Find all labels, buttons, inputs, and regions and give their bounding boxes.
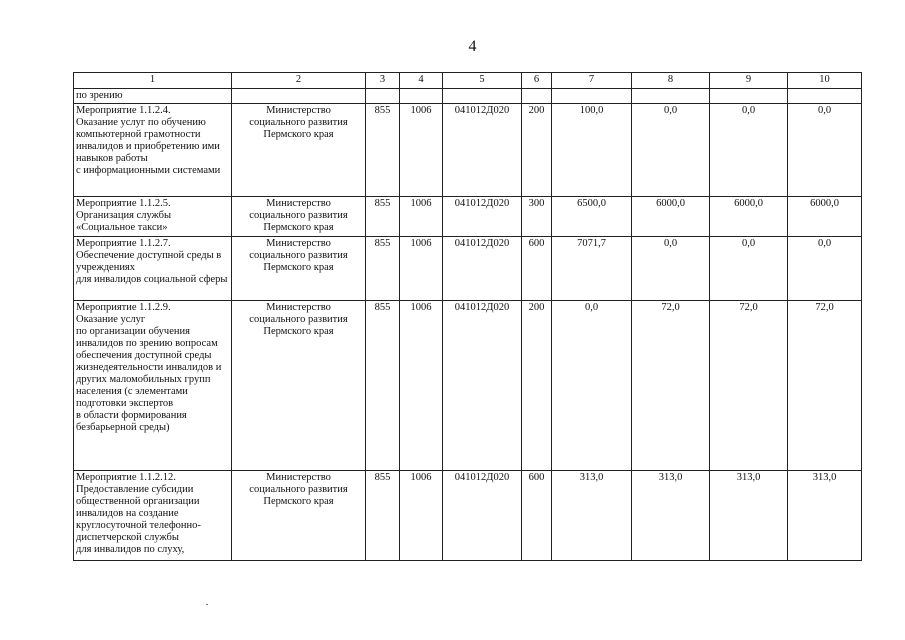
table-row: [74, 301, 862, 471]
column-header: 6: [522, 73, 552, 89]
cell-c4: 1006: [400, 471, 443, 561]
column-header: 3: [366, 73, 400, 89]
cell-c8: 0,0: [632, 237, 710, 301]
cell-c10: 6000,0: [788, 197, 862, 237]
cell-c6: 300: [522, 197, 552, 237]
cell-c4: 1006: [400, 237, 443, 301]
table-row: [74, 197, 862, 237]
column-header: 2: [232, 73, 366, 89]
scan-speck: [206, 604, 208, 605]
cell-c7: 100,0: [552, 104, 632, 197]
column-header: 1: [74, 73, 232, 89]
cell-c10: 0,0: [788, 104, 862, 197]
cell-c5: 041012Д020: [443, 471, 522, 561]
cell-c8: 72,0: [632, 301, 710, 471]
table-row: [74, 104, 862, 197]
activity-name: Мероприятие 1.1.2.5. Организация службы «Социальное такси»: [74, 197, 232, 237]
cell-c10: 72,0: [788, 301, 862, 471]
organization: Министерство социального развития Пермского края: [232, 471, 366, 561]
cell-c6: 200: [522, 104, 552, 197]
organization: Министерство социального развития Пермского края: [232, 301, 366, 471]
cell-c9: 0,0: [710, 237, 788, 301]
activity-name: Мероприятие 1.1.2.7. Обеспечение доступной среды в учреждениях для инвалидов социальной сферы: [74, 237, 232, 301]
table-row: [74, 237, 862, 301]
cell-c3: 855: [366, 301, 400, 471]
organization: Министерство социального развития Пермского края: [232, 104, 366, 197]
cell-c5: 041012Д020: [443, 197, 522, 237]
column-header: 8: [632, 73, 710, 89]
activity-name: Мероприятие 1.1.2.9. Оказание услуг по организации обучения инвалидов по зрению вопросам обеспечения доступной среды жизнедеятельности инвалидов и других маломобильных групп населения (с элементами подготовки экспертов в области формирования безбарьерной среды): [74, 301, 232, 471]
cell-c5: 041012Д020: [443, 301, 522, 471]
cell-c7: 7071,7: [552, 237, 632, 301]
page-number: 4: [468, 38, 477, 55]
cell-c10: 0,0: [788, 237, 862, 301]
table-row: [74, 471, 862, 561]
cell-c5: 041012Д020: [443, 237, 522, 301]
continuation-text: по зрению: [74, 89, 232, 104]
column-header: 9: [710, 73, 788, 89]
cell-c10: 313,0: [788, 471, 862, 561]
cell-c3: 855: [366, 197, 400, 237]
cell-c7: 0,0: [552, 301, 632, 471]
cell-c9: 6000,0: [710, 197, 788, 237]
activity-name: Мероприятие 1.1.2.4. Оказание услуг по обучению компьютерной грамотности инвалидов и приобретению ими навыков работы с информационными системами: [74, 104, 232, 197]
cell-c9: 0,0: [710, 104, 788, 197]
cell-c3: 855: [366, 471, 400, 561]
activity-name: Мероприятие 1.1.2.12. Предоставление субсидии общественной организации инвалидов на создание круглосуточной телефонно-диспетчерской службы для инвалидов по слуху,: [74, 471, 232, 561]
cell-c8: 6000,0: [632, 197, 710, 237]
column-header: 10: [788, 73, 862, 89]
cell-c7: 6500,0: [552, 197, 632, 237]
cell-c9: 72,0: [710, 301, 788, 471]
column-header: 7: [552, 73, 632, 89]
cell-c4: 1006: [400, 104, 443, 197]
cell-c8: 313,0: [632, 471, 710, 561]
cell-c3: 855: [366, 104, 400, 197]
organization: Министерство социального развития Пермского края: [232, 237, 366, 301]
organization: Министерство социального развития Пермского края: [232, 197, 366, 237]
cell-c7: 313,0: [552, 471, 632, 561]
cell-c6: 200: [522, 301, 552, 471]
column-header: 4: [400, 73, 443, 89]
header-row: [74, 73, 862, 89]
cell-c4: 1006: [400, 301, 443, 471]
cell-c4: 1006: [400, 197, 443, 237]
budget-table: [73, 72, 862, 561]
continuation-row: [74, 89, 862, 104]
cell-c5: 041012Д020: [443, 104, 522, 197]
cell-c6: 600: [522, 471, 552, 561]
cell-c8: 0,0: [632, 104, 710, 197]
cell-c6: 600: [522, 237, 552, 301]
cell-c9: 313,0: [710, 471, 788, 561]
cell-c3: 855: [366, 237, 400, 301]
column-header: 5: [443, 73, 522, 89]
